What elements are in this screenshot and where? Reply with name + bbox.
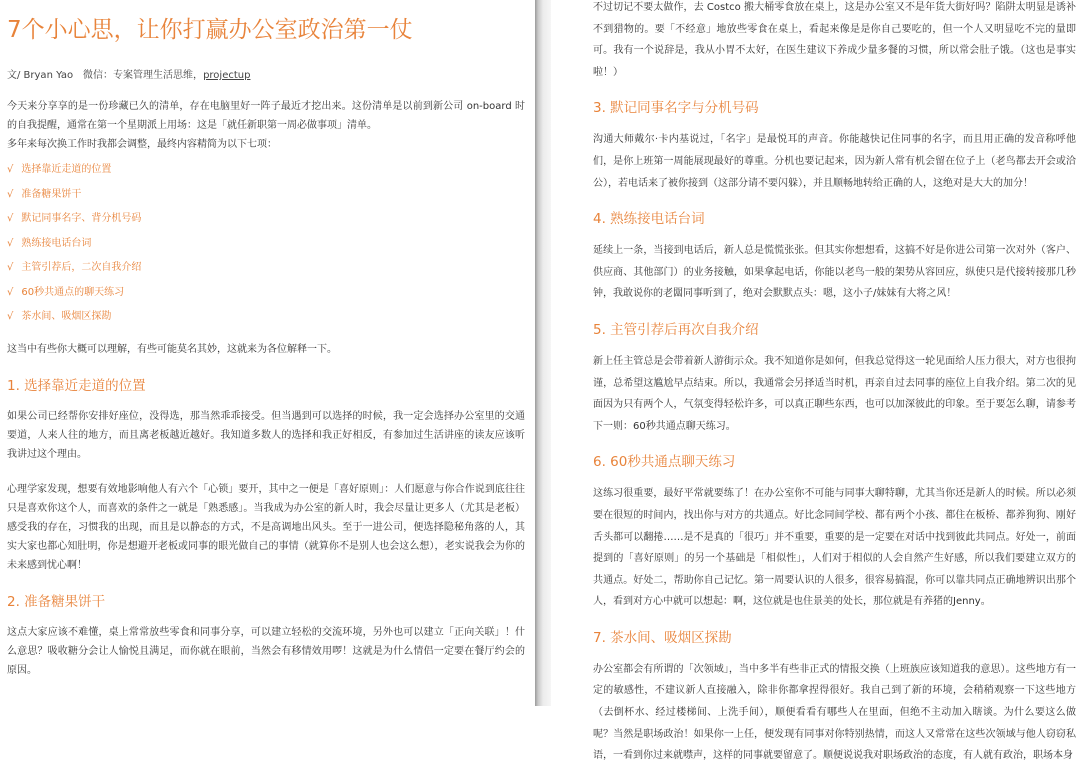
- intro-paragraph-2: 多年来每次换工作时我都会调整，最终内容精简为以下七项：: [7, 139, 277, 150]
- section-heading-3: 3. 默记同事名字与分机号码: [593, 100, 759, 117]
- checklist-item: √ 主管引荐后，二次自我介绍: [7, 262, 142, 273]
- section-7-paragraph-1: 办公室都会有所谓的「次领域」，当中多半有些非正式的情报交换（上班族应该知道我的意思）。这些地方有一定的敏感性，不建议新人直接融入，除非你都拿捏得很好。我自己到了新的环境，会稍稍观察一下这些地方（去倒杯水、经过楼梯间、上洗手间），顺便看看有哪些人在里面，但绝不主动加入瞎谈。为什么要这么做呢？当然是职场政治！如果你一上任，便发现有同事对你特别热情，而这人又常常在这些次领域与他人窃窃私语，一看到你过来就噤声，这样的同事就要留意了。顺便说说我对职场政治的态度，有人就有政治，职场本身: [593, 663, 1076, 762]
- check-icon: √: [7, 237, 14, 249]
- section-1-paragraph-1: 如果公司已经帮你安排好座位，没得选，那当然乖乖接受。但当遇到可以选择的时候，我一定会选择办公室里的交通要道，人来人往的地方，而且离老板越近越好。我知道多数人的选择和我正好相反，有参加过生活讲座的读友应该听我讲过这个理由。: [7, 410, 525, 460]
- section-heading-1: 1. 选择靠近走道的位置: [7, 377, 146, 394]
- section-heading-6: 6. 60秒共通点聊天练习: [593, 454, 736, 471]
- document-page-right: [551, 0, 1084, 762]
- checklist-item: √ 准备糖果饼干: [7, 188, 82, 200]
- document-page-left: [0, 0, 535, 706]
- section-3-paragraph-1: 沟通大师戴尔·卡内基说过，「名字」是最悦耳的声音。你能越快记住同事的名字，而且用正确的发音称呼他们，是你上班第一周能展现最好的尊重。分机也要记起来，因为新人常有机会留在位子上（老鸟都去开会或洽公），若电话来了被你接到（这部分请不要闪躲），并且顺畅地转给正确的人，这绝对是大大的加分！: [593, 134, 1076, 189]
- section-2-paragraph-1: 这点大家应该不难懂，桌上常常放些零食和同事分享，可以建立轻松的交流环境，另外也可以建立「正向关联」！什么意思？吸收糖分会让人愉悦且满足，而你就在眼前，当然会有移情效用啰！这就是为什么情侣一定要在餐厅约会的原因。: [7, 626, 525, 676]
- section-heading-2: 2. 准备糖果饼干: [7, 593, 106, 610]
- section-heading-5: 5. 主管引荐后再次自我介绍: [593, 321, 759, 338]
- check-icon: √: [7, 213, 14, 224]
- section-5-paragraph-1: 新上任主管总是会带着新人游街示众。我不知道你是如何，但我总觉得这一轮见面给人压力很大，对方也很拘谨，总希望这尴尬早点结束。所以，我通常会另择适当时机，再亲自过去同事的座位上自我介绍。第二次的见面因为只有两个人，气氛变得轻松许多，可以真正聊些东西，也可以加深彼此的印象。至于要怎么聊，请参考下一则：60秒共通点聊天练习。: [593, 355, 1076, 432]
- checklist-item: √ 选择靠近走道的位置: [7, 164, 112, 175]
- section-heading-4: 4. 熟练接电话台词: [593, 211, 705, 228]
- byline: [7, 68, 525, 84]
- checklist-item: √ 茶水间、吸烟区探勘: [7, 311, 112, 322]
- section-heading-7: 7. 茶水间、吸烟区探勘: [593, 629, 732, 646]
- intro-paragraph: [7, 97, 525, 135]
- section-1-paragraph-2: 心理学家发现，想要有效地影响他人有六个「心锁」要开，其中之一便是「喜好原则」：人们愿意与你合作说到底往往只是喜欢你这个人，而喜欢的条件之一就是「熟悉感」。当我成为办公室的新人时，我会尽量让更多人（尤其是老板）感受我的存在，习惯我的出现，而且是以静态的方式，不是高调地出风头。至于一进公司，便选择隐秘角落的人，其实大家也都心知肚明，你是想避开老板或同事的眼光做自己的事情（就算你不是别人也会这么想），老实说我会为你的未来感到忧心啊！: [7, 483, 525, 571]
- page-gutter: [535, 0, 551, 706]
- check-icon: √: [7, 262, 14, 273]
- checklist-item: √ 默记同事名字、背分机号码: [7, 213, 142, 224]
- section-6-paragraph-1: 这练习很重要，最好平常就要练了！在办公室你不可能与同事大聊特聊，尤其当你还是新人的时候。所以必须要在很短的时间内，找出你与对方的共通点。好比念同间学校、都有两个小孩、都住在板桥、都养狗狗、刚好舌头都可以翻捲……是不是真的「很巧」并不重要，重要的是一定要在对话中找到彼此共同点。好处一，前面提到的「喜好原则」的另一个基础是「相似性」，人们对于相似的人会自然产生好感，所以我们要建立双方的共通点。好处二，帮助你自己记忆。第一周要认识的人很多，很容易搞混，你可以靠共同点正确地辨识出那个人，看到对方心中就可以想起：啊，这位就是也住景美的处长，那位就是有养猪的Jenny。: [593, 488, 1076, 608]
- article-title: 7个小心思，让你打赢办公室政治第一仗: [7, 17, 413, 43]
- outro-paragraph: 这当中有些你大概可以理解，有些可能莫名其妙，这就来为各位解释一下。: [7, 343, 337, 355]
- check-icon: √: [7, 286, 14, 298]
- author-wechat: 文/ Bryan Yao 微信：专案管理生活思维，: [7, 70, 204, 81]
- check-icon: √: [7, 188, 14, 200]
- intro-text: 今天来分享享的是一份珍藏已久的清单，存在电脑里好一阵子最近才挖出来。这份清单是以前到新公司 on-board 时的自我提醒，通常在第一个星期派上用场：这是「就任新职第一周必做事项」清单。: [7, 101, 525, 131]
- wechat-id-link[interactable]: projectup: [203, 70, 251, 81]
- checklist: [7, 158, 525, 330]
- section-4-paragraph-1: 延续上一条，当接到电话后，新人总是慌慌张张。但其实你想想看，这搞不好是你进公司第一次对外（客户、供应商、其他部门）的业务接触，如果拿起电话，你能以老鸟一般的架势从容回应，纵使只是代接转接那几秒钟，我敢说你的老闆同事听到了，绝对会默默点头：嗯，这小子/妹妹有大将之风！: [593, 245, 1076, 300]
- check-icon: √: [7, 311, 14, 322]
- continued-paragraph: 不过切记不要太做作，去 Costco 搬大桶零食放在桌上，这是办公室又不是年货大街好吗？陷阱太明显是诱补不到猎物的。要「不经意」地放些零食在桌上，看起来像是是你自己要吃的，但一个人又明显吃不完的量即可。我有一个说辞是，我从小胃不太好，在医生建议下养成少量多餐的习惯，所以常会肚子饿。（这也是事实啦！）: [593, 2, 1076, 78]
- checklist-item: √ 60秒共通点的聊天练习: [7, 286, 125, 298]
- checklist-item: √ 熟练接电话台词: [7, 237, 92, 249]
- check-icon: √: [7, 164, 14, 175]
